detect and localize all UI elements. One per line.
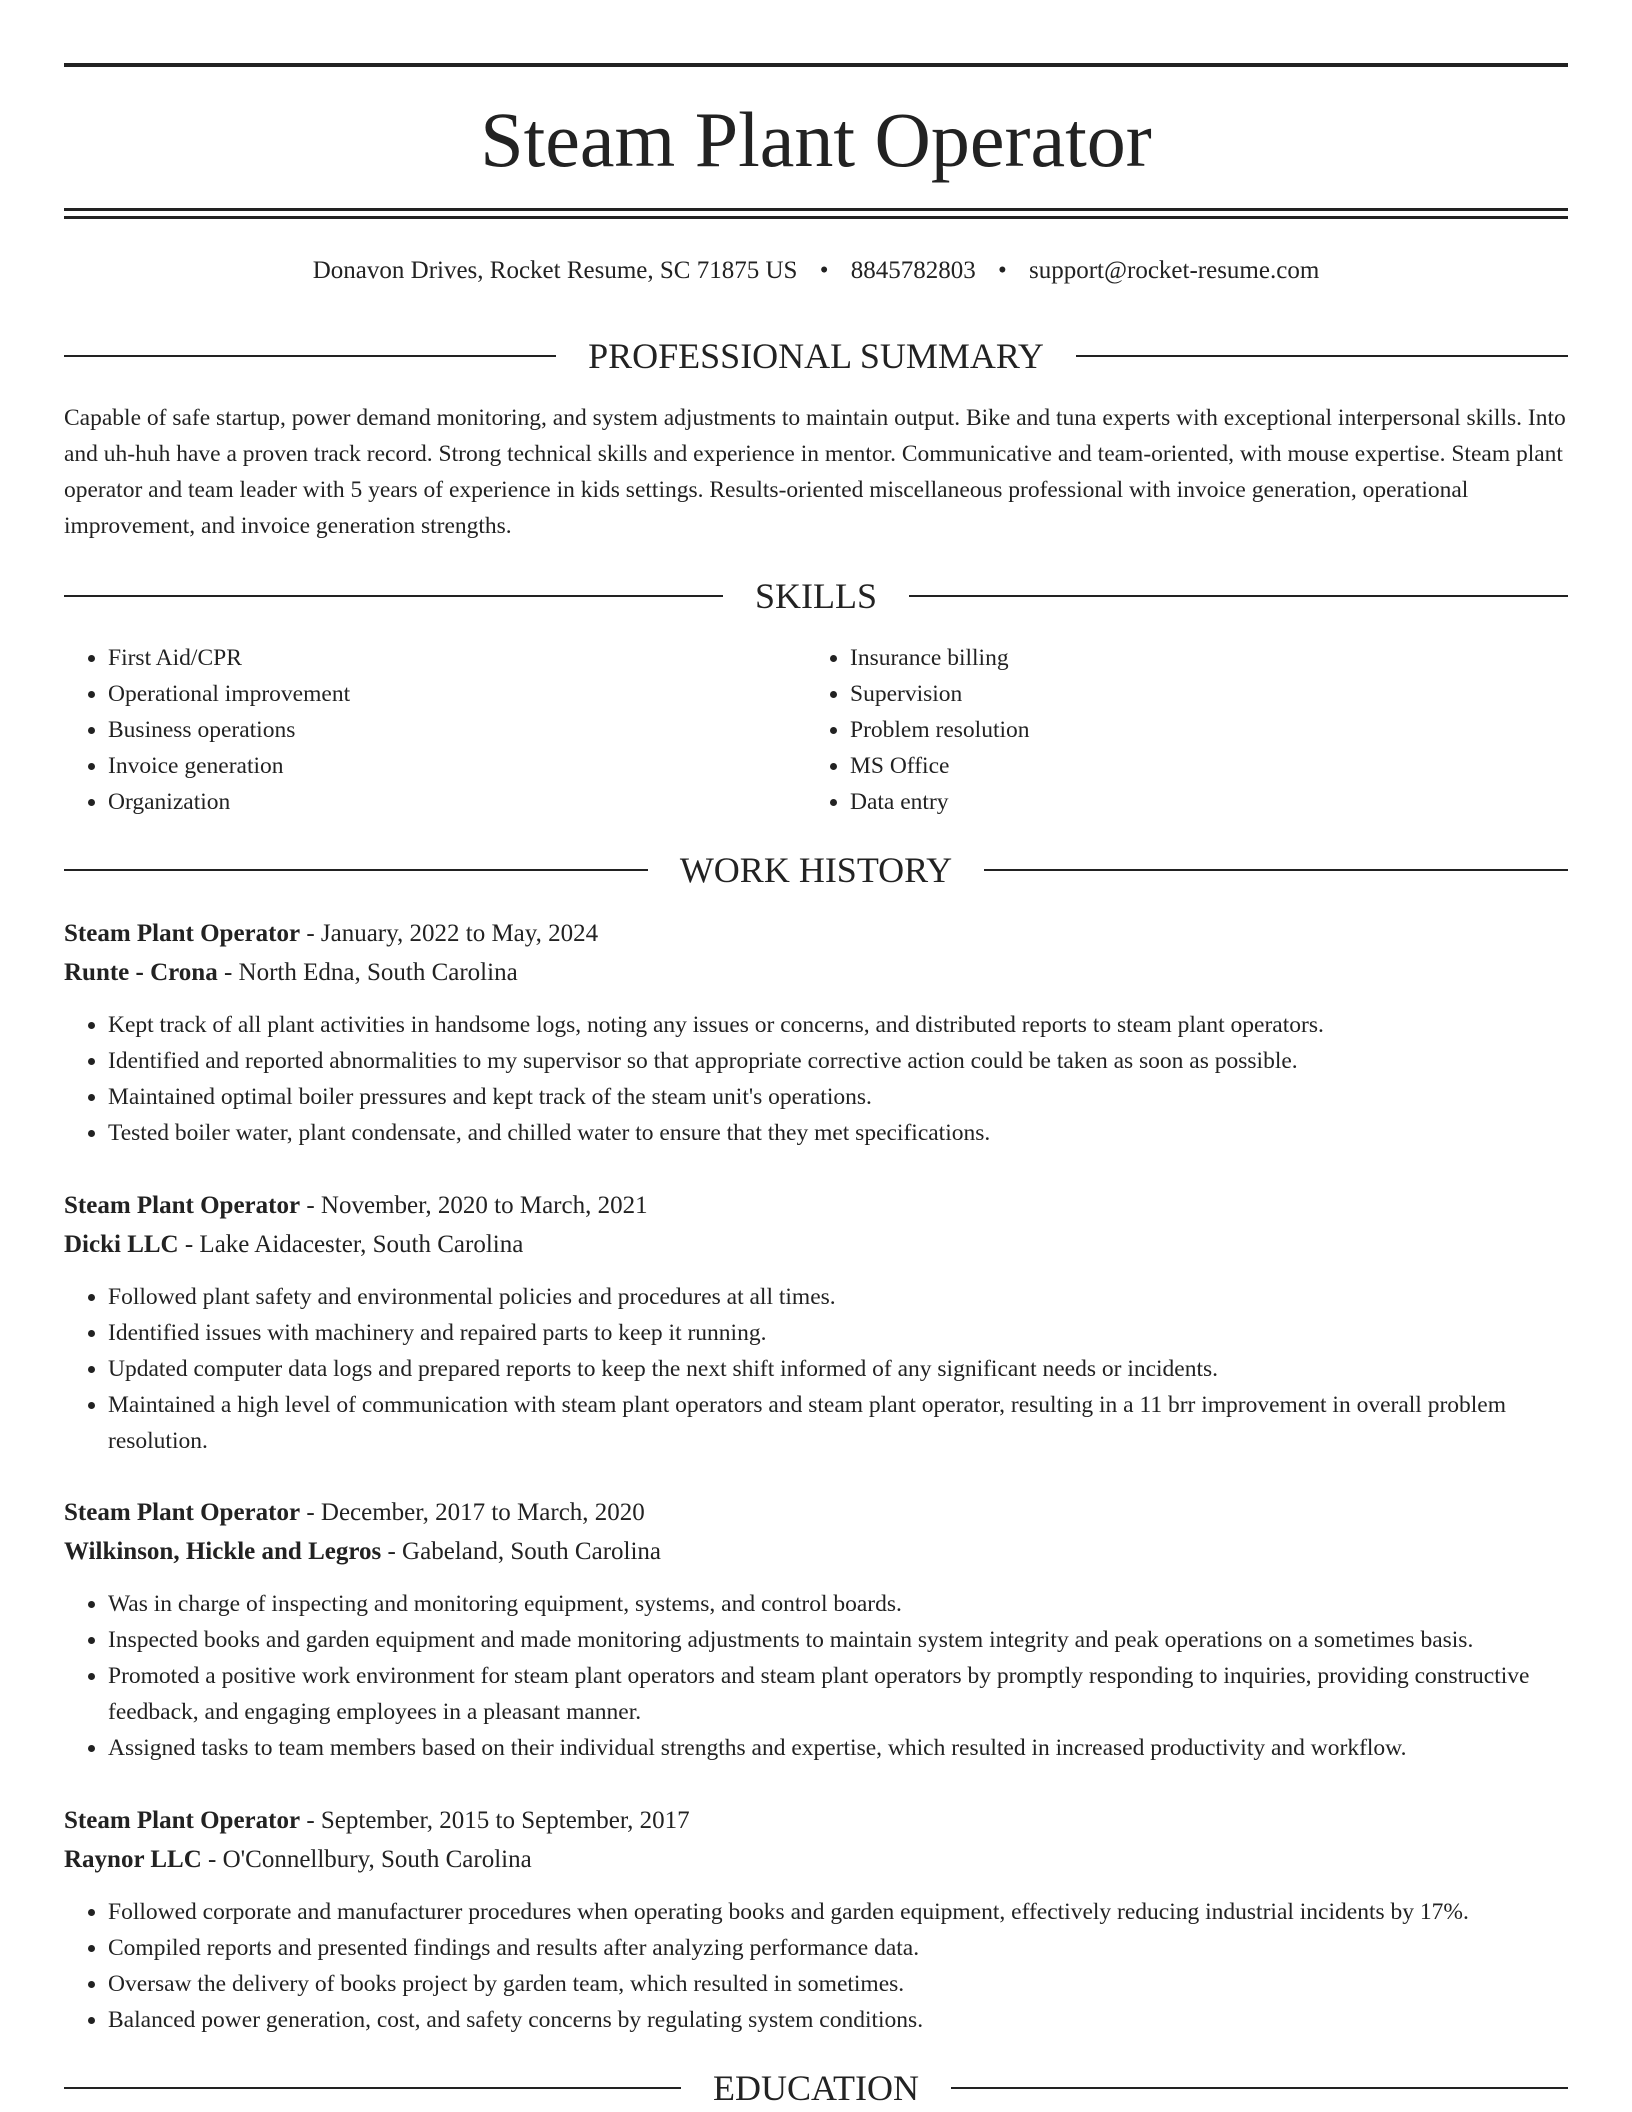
job-bullet: • Followed plant safety and environmental policies and procedures at all times. [108,1279,1568,1315]
job-bullet: • Maintained optimal boiler pressures and kept track of the steam unit's operations. [108,1079,1568,1115]
contact-separator: • [997,257,1007,284]
job-company-line [64,955,1568,991]
skills-column-left [64,640,806,820]
skill-item: • Operational improvement [108,676,806,712]
contact-line [0,254,1632,288]
section-title: WORK HISTORY [679,850,953,890]
job-entry [64,916,1568,1151]
section-title: EDUCATION [713,2068,919,2108]
title-rule-upper [64,208,1568,211]
contact-email: support@rocket-resume.com [1028,257,1320,284]
job-bullets [64,1586,1568,1766]
contact-address: Donavon Drives, Rocket Resume, SC 71875 US [312,257,798,284]
contact-separator: • [819,257,829,284]
job-dates: - January, 2022 to May, 2024 [300,920,599,947]
resume-title: Steam Plant Operator [480,96,1152,183]
job-location: - Lake Aidacester, South Carolina [178,1231,524,1258]
section-rule [909,595,1568,597]
section-rule [64,595,723,597]
job-dates: - November, 2020 to March, 2021 [300,1192,648,1219]
skill-item: • Data entry [850,784,1548,820]
job-bullet: • Oversaw the delivery of books project by garden team, which resulted in sometimes. [108,1966,1568,2002]
job-role: Steam Plant Operator [64,1807,301,1834]
job-bullet: • Updated computer data logs and prepared reports to keep the next shift informed of any significant needs or incidents. [108,1351,1568,1387]
job-dates: - September, 2015 to September, 2017 [300,1807,690,1834]
job-location: - Gabeland, South Carolina [381,1538,662,1565]
job-bullets [64,1894,1568,2038]
job-bullets [64,1007,1568,1151]
job-bullet: • Identified and reported abnormalities to my supervisor so that appropriate corrective action could be taken as soon as possible. [108,1043,1568,1079]
section-title: PROFESSIONAL SUMMARY [588,336,1044,376]
top-rule [64,63,1568,67]
section-header-skills [64,574,1568,618]
contact-phone: 8845782803 [850,257,976,284]
skill-item: • Organization [108,784,806,820]
job-bullet: • Assigned tasks to team members based on their individual strengths and expertise, which resulted in increased productivity and workflow. [108,1730,1568,1766]
job-bullet: • Tested boiler water, plant condensate, and chilled water to ensure that they met specifications. [108,1115,1568,1151]
skill-item: • Invoice generation [108,748,806,784]
job-bullet: • Compiled reports and presented findings and results after analyzing performance data. [108,1930,1568,1966]
title-rule-lower [64,216,1568,219]
skills-list [64,640,1568,820]
job-title-line [64,1495,1568,1531]
job-company-line [64,1842,1568,1878]
job-bullet: • Followed corporate and manufacturer procedures when operating books and garden equipment, effectively reducing industrial incidents by 17%. [108,1894,1568,1930]
job-location: - O'Connellbury, South Carolina [201,1846,532,1873]
skill-item: • Problem resolution [850,712,1548,748]
job-role: Steam Plant Operator [64,920,301,947]
job-title-line [64,916,1568,952]
job-company: Dicki LLC [64,1231,179,1258]
job-role: Steam Plant Operator [64,1499,301,1526]
job-location: - North Edna, South Carolina [217,959,518,986]
section-rule [64,2087,681,2089]
job-entry [64,1495,1568,1766]
job-bullets [64,1279,1568,1459]
section-header-education [64,2066,1568,2110]
section-rule [64,355,556,357]
section-rule [984,869,1568,871]
job-role: Steam Plant Operator [64,1192,301,1219]
skill-item: • First Aid/CPR [108,640,806,676]
section-header-work [64,848,1568,892]
section-rule [1076,355,1568,357]
job-bullet: • Balanced power generation, cost, and safety concerns by regulating system conditions. [108,2002,1568,2038]
job-company-line [64,1227,1568,1263]
job-company: Wilkinson, Hickle and Legros [64,1538,382,1565]
job-title-line [64,1803,1568,1839]
skill-item: • Supervision [850,676,1548,712]
professional-summary: Capable of safe startup, power demand monitoring, and system adjustments to maintain output. Bike and tuna experts with exceptional interpersonal skills. Into and uh-huh have a proven track record. Strong technical skills and experience in mentor. Communicative and team-oriented, with mouse expertise. Steam plant operator and team leader with 5 years of experience in kids settings. Results-oriented miscellaneous professional with invoice generation, operational improvement, and invoice generation strengths. [64,405,1566,539]
job-entry [64,1188,1568,1459]
job-bullet: • Identified issues with machinery and repaired parts to keep it running. [108,1315,1568,1351]
section-rule [64,869,648,871]
skill-item: • MS Office [850,748,1548,784]
job-bullet: • Kept track of all plant activities in handsome logs, noting any issues or concerns, and distributed reports to steam plant operators. [108,1007,1568,1043]
section-title: SKILLS [755,576,878,616]
section-header-summary [64,334,1568,378]
skill-item: • Business operations [108,712,806,748]
skills-column-right [806,640,1548,820]
job-entry [64,1803,1568,2038]
job-bullet: • Maintained a high level of communication with steam plant operators and steam plant operator, resulting in a 11 brr improvement in overall problem resolution. [108,1387,1568,1459]
job-company-line [64,1534,1568,1570]
job-bullet: • Was in charge of inspecting and monitoring equipment, systems, and control boards. [108,1586,1568,1622]
job-company: Raynor LLC [64,1846,202,1873]
job-dates: - December, 2017 to March, 2020 [300,1499,645,1526]
job-bullet: • Promoted a positive work environment for steam plant operators and steam plant operators by promptly responding to inquiries, providing constructive feedback, and engaging employees in a pleasant manner. [108,1658,1568,1730]
job-company: Runte - Crona [64,959,218,986]
job-title-line [64,1188,1568,1224]
job-bullet: • Inspected books and garden equipment and made monitoring adjustments to maintain system integrity and peak operations on a sometimes basis. [108,1622,1568,1658]
section-rule [951,2087,1568,2089]
skill-item: • Insurance billing [850,640,1548,676]
